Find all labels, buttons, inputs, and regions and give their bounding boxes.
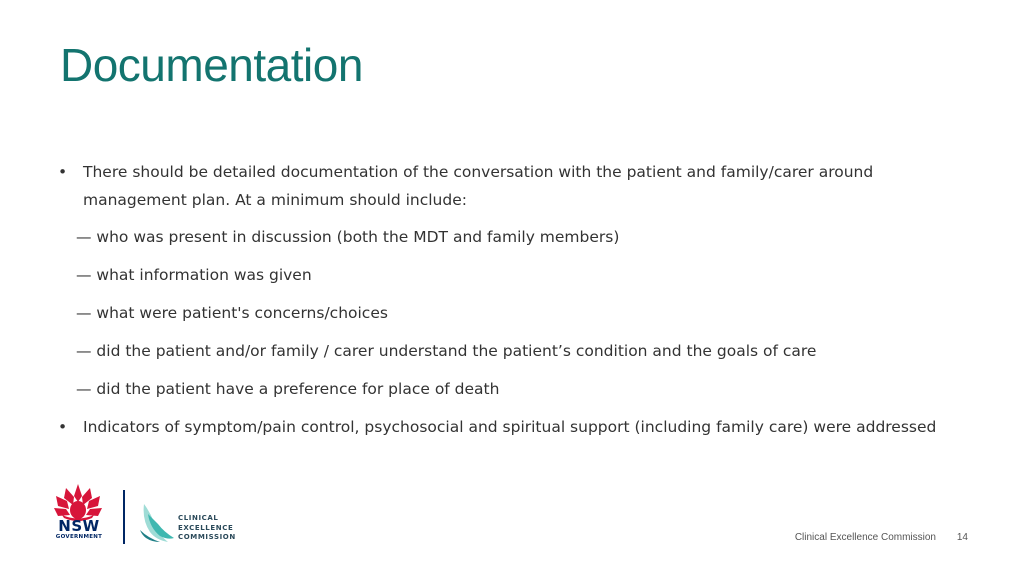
- sub-item: — did the patient have a preference for place of death: [76, 380, 500, 398]
- bullet-marker: •: [58, 418, 68, 436]
- bullet-text: There should be detailed documentation of the conversation with the patient and family/carer around management plan. At a minimum should include:: [83, 163, 874, 209]
- slide-title: Documentation: [60, 39, 363, 91]
- nsw-logo-line1: NSW: [58, 517, 100, 535]
- page-number: 14: [956, 532, 968, 543]
- logo-divider: [123, 490, 125, 544]
- nsw-logo-text: [54, 518, 104, 541]
- cec-logo-text: [178, 514, 236, 543]
- slide-content: [56, 158, 976, 441]
- cec-logo-line3: COMMISSION: [178, 533, 236, 541]
- bullet-marker: •: [58, 163, 68, 181]
- footer-organisation: Clinical Excellence Commission: [794, 532, 936, 543]
- bullet-item: [56, 158, 976, 214]
- sub-item: — what were patient's concerns/choices: [76, 304, 388, 322]
- sub-item: — what information was given: [76, 266, 312, 284]
- sub-item: — did the patient and/or family / carer understand the patient’s condition and the goals of care: [76, 342, 817, 360]
- cec-logo-icon: [138, 500, 176, 544]
- bullet-item: [56, 413, 976, 441]
- cec-logo-line1: CLINICAL: [178, 514, 219, 522]
- sub-item: — who was present in discussion (both the MDT and family members): [76, 228, 620, 246]
- cec-logo-line2: EXCELLENCE: [178, 523, 234, 532]
- bullet-text: Indicators of symptom/pain control, psychosocial and spiritual support (including family care) were addressed: [83, 418, 937, 436]
- nsw-logo-line2: GOVERNMENT: [55, 534, 103, 540]
